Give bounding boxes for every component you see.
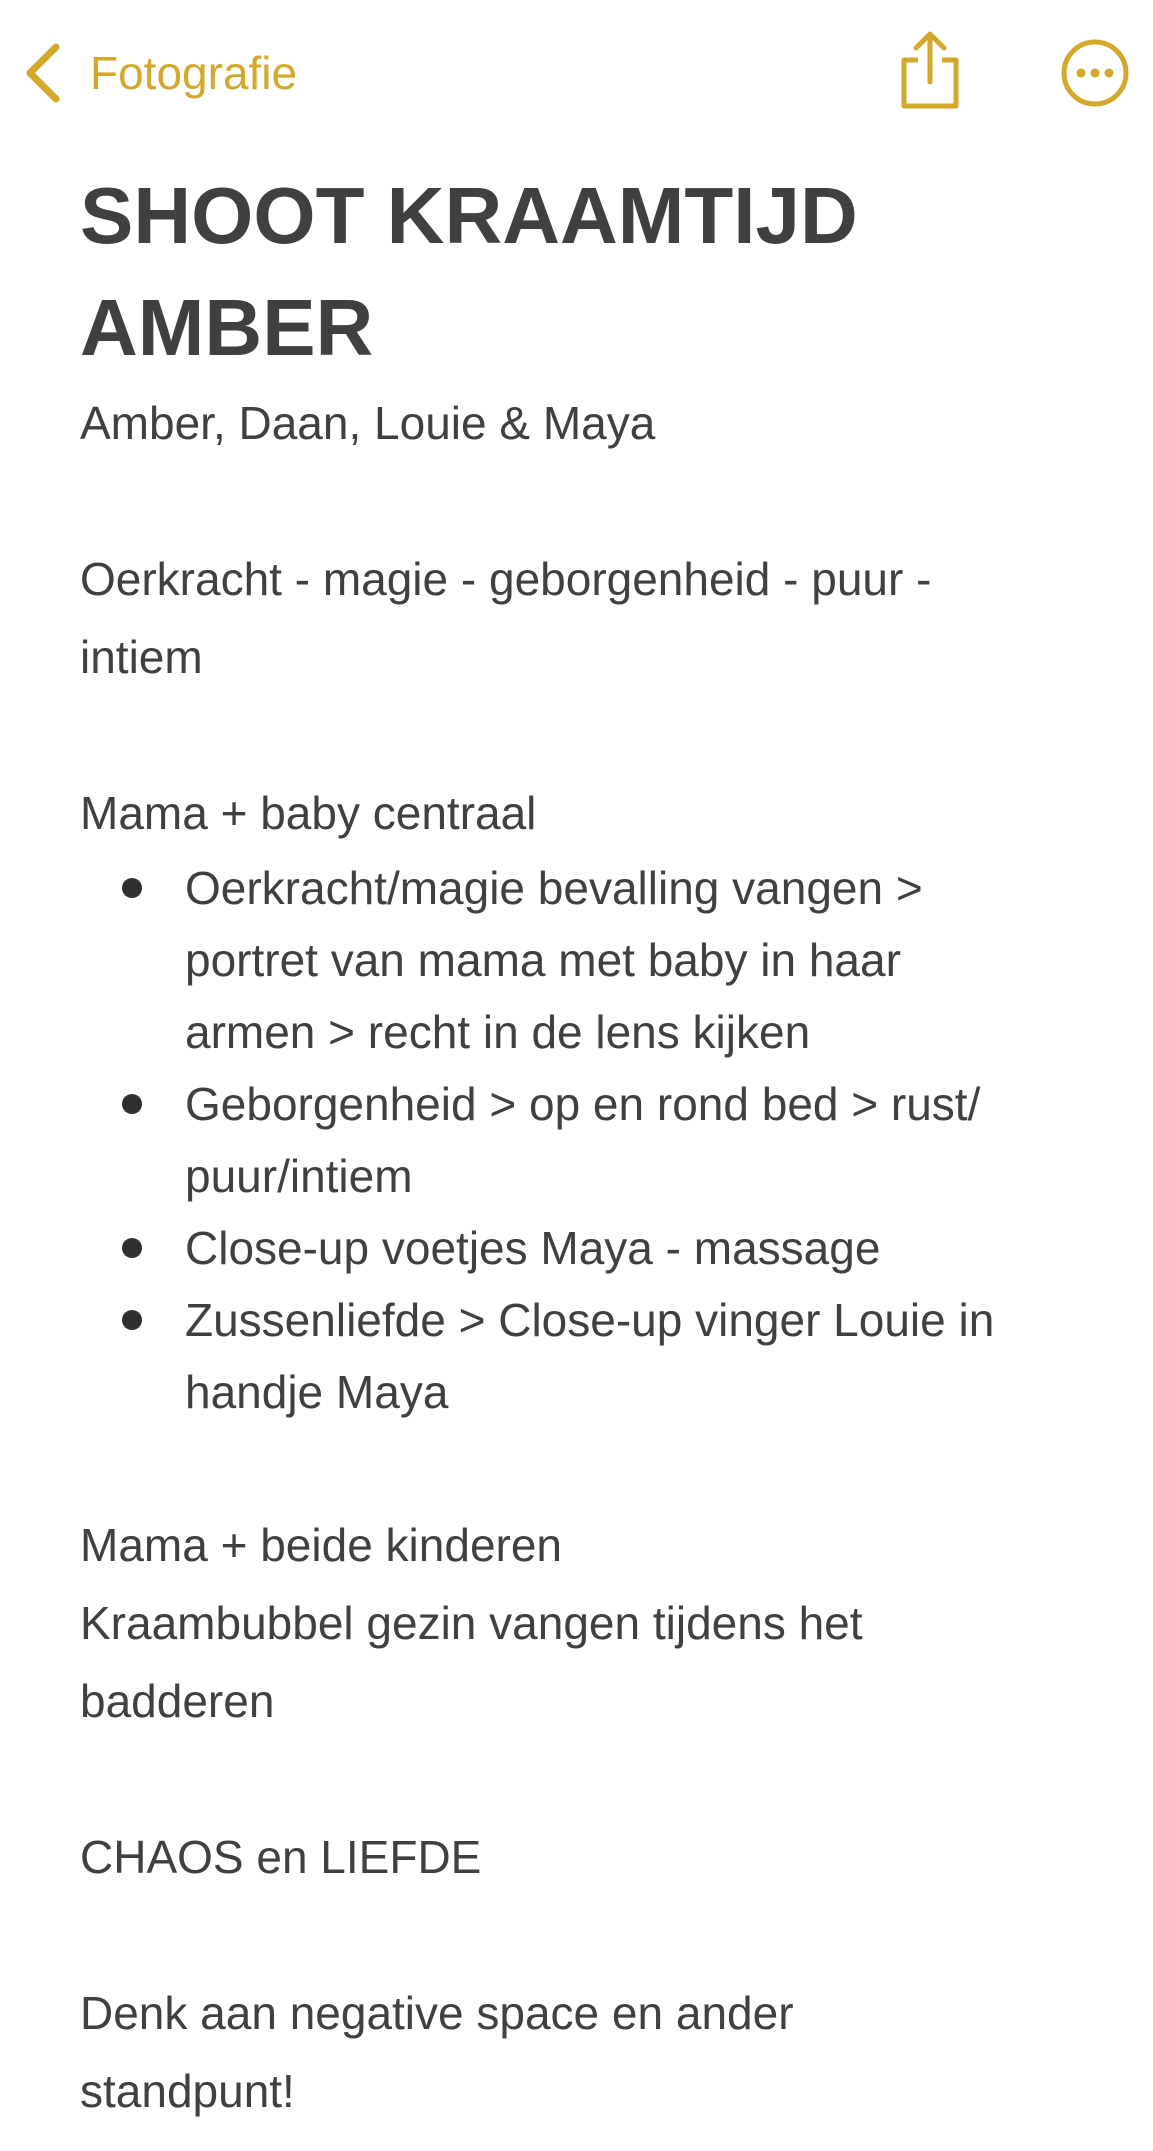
bullet-list <box>80 852 1100 1428</box>
bullet-item <box>185 1068 1100 1212</box>
bullet-dot-icon <box>122 1094 142 1114</box>
bullet-dot-icon <box>122 1310 142 1330</box>
note-body[interactable] <box>80 160 1100 2130</box>
bullet-text: portret van mama met baby in haar <box>185 934 901 986</box>
section-text: Denk aan negative space en ander <box>80 1987 794 2039</box>
more-options-button[interactable] <box>1060 38 1130 108</box>
share-button[interactable] <box>896 30 964 112</box>
back-button-label: Fotografie <box>90 47 298 99</box>
keywords-line: intiem <box>80 631 203 683</box>
back-button[interactable] <box>22 38 297 108</box>
blank-line <box>80 1740 1100 1818</box>
share-icon <box>896 30 964 112</box>
ellipsis-circle-icon <box>1060 38 1130 108</box>
section-text: standpunt! <box>80 2065 295 2117</box>
people-line: Amber, Daan, Louie & Maya <box>80 397 656 449</box>
blank-line <box>80 462 1100 540</box>
bullet-text: puur/intiem <box>185 1150 413 1202</box>
bullet-text: Zussenliefde > Close-up vinger Louie in <box>185 1294 995 1346</box>
bullet-dot-icon <box>122 1238 142 1258</box>
section-text: Kraambubbel gezin vangen tijdens het <box>80 1597 863 1649</box>
chevron-left-icon <box>22 41 64 105</box>
bullet-text: handje Maya <box>185 1366 449 1418</box>
bullet-text: Close-up voetjes Maya - massage <box>185 1222 881 1274</box>
note-title-line: AMBER <box>80 283 374 372</box>
bullet-text: Oerkracht/magie bevalling vangen > <box>185 862 923 914</box>
bullet-dot-icon <box>122 878 142 898</box>
note-title <box>80 160 1100 384</box>
section-text: badderen <box>80 1675 275 1727</box>
bullet-text: Geborgenheid > op en rond bed > rust/ <box>185 1078 981 1130</box>
blank-line <box>80 1428 1100 1506</box>
blank-line <box>80 1896 1100 1974</box>
bullet-item <box>185 1284 1100 1428</box>
section-heading: Mama + beide kinderen <box>80 1519 563 1571</box>
bullet-item <box>185 852 1100 1068</box>
bullet-text: armen > recht in de lens kijken <box>185 1006 811 1058</box>
keywords-line: Oerkracht - magie - geborgenheid - puur - <box>80 553 932 605</box>
bullet-item <box>185 1212 1100 1284</box>
section-text: CHAOS en LIEFDE <box>80 1831 482 1883</box>
navigation-bar <box>0 0 1153 150</box>
note-title-line: SHOOT KRAAMTIJD <box>80 171 858 260</box>
blank-line <box>80 696 1100 774</box>
section-heading: Mama + baby centraal <box>80 787 537 839</box>
